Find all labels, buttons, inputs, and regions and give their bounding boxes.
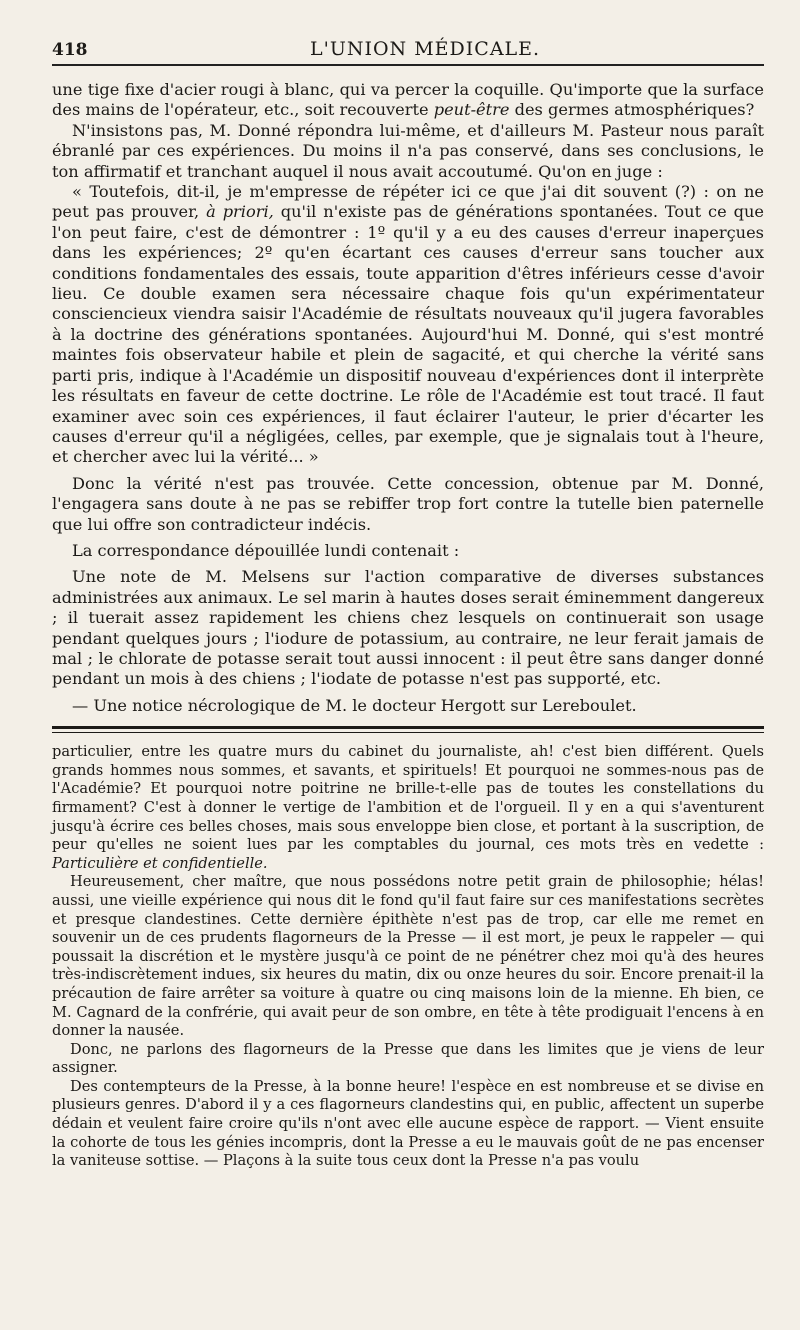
paragraph-1-text-b: des germes atmosphériques?	[509, 100, 755, 120]
feuilleton-paragraph-1-italic: Particulière et confidentielle.	[52, 854, 268, 872]
paragraph-6: Une note de M. Melsens sur l'action comparative de diverses substances administrées aux animaux. Le sel marin à hautes doses serait éminemment dangereux ; il tuerait assez rapidement les chiens chez lesquels on continuerait son usage pendant quelques jours ; l'iodure de potassium, au contraire, ne leur ferait jamais de mal ; le chlorate de potasse serait tout aussi innocent : il peut être sans danger donné pendant un mois à des chiens ; l'iodate de potasse n'est pas supporté, etc.	[52, 567, 764, 689]
paragraph-2: N'insistons pas, M. Donné répondra lui-même, et d'ailleurs M. Pasteur nous paraît ébranlé par ces expériences. Du moins il n'a pas conservé, dans ses conclusions, le ton affirmatif et tranchant auquel il nous avait accoutumé. Qu'on en juge :	[52, 120, 764, 181]
paragraph-1	[52, 80, 764, 121]
page-number: 418	[52, 40, 88, 60]
running-head: L'UNION MÉDICALE.	[310, 38, 541, 60]
paragraph-3-quote	[52, 182, 764, 468]
feuilleton-paragraph-4: Des contempteurs de la Presse, à la bonne heure! l'espèce en est nombreuse et se divise en plusieurs genres. D'abord il y a ces flagorneurs clandestins qui, en public, affectent un superbe dédain et veulent faire croire qu'ils n'ont avec elle aucune espèce de rapport. — Vient ensuite la cohorte de tous les génies incompris, dont la Presse a eu le mauvais goût de ne pas encenser la vaniteuse sottise. — Plaçons à la suite tous ceux dont la Presse n'a pas voulu	[52, 1077, 764, 1170]
quote-text-a: « Toutefois, dit-il, je m'empresse de répéter ici ce que j'ai dit souvent (?) : on ne peut pas prouver,	[52, 182, 764, 222]
main-column	[52, 80, 764, 716]
paragraph-4: Donc la vérité n'est pas trouvée. Cette concession, obtenue par M. Donné, l'engagera sans doute à ne pas se rebiffer trop fort contre la tutelle bien paternelle que lui offre son contradicteur indécis.	[52, 473, 764, 534]
feuilleton-column	[52, 743, 764, 1171]
paragraph-5: La correspondance dépouillée lundi contenait :	[72, 540, 460, 560]
feuilleton-paragraph-1-text: particulier, entre les quatre murs du cabinet du journaliste, ah! c'est bien différent. Quels grands hommes nous sommes, et savants, et spirituels! Et pourquoi ne sommes-nous pas de l'Académie? Et pourquoi notre poitrine ne brille-t-elle pas de toutes les constellations du firmament? C'est à donner le vertige de l'ambition et de l'orgueil. Il y en a qui s'aventurent jusqu'à écrire ces belles choses, mais sous enveloppe bien close, et portant à la suscription, de peur qu'elles ne soient lues par les comptables du journal, ces mots très en vedette :	[52, 743, 764, 854]
paragraph-7: — Une notice nécrologique de M. le docteur Hergott sur Lereboulet.	[72, 695, 637, 715]
feuilleton-paragraph-1	[52, 743, 764, 873]
paragraph-1-text-a: une tige fixe d'acier rougi à blanc, qui va percer la coquille. Qu'importe que la surface des mains de l'opérateur, etc., soit recouverte	[52, 80, 764, 120]
quote-text-b: qu'il n'existe pas de générations spontanées. Tout ce que l'on peut faire, c'est de démontrer : 1º qu'il y a eu des causes d'erreur inaperçues dans les expériences; 2º qu'en écartant ces causes d'erreur sans toucher aux conditions fondamentales des essais, toute apparition d'êtres inférieurs cesse d'avoir lieu. Ce double examen sera nécessaire chaque fois qu'un expérimentateur consciencieux viendra saisir l'Académie de résultats nouveaux qu'il jugera favorables à la doctrine des générations spontanées. Aujourd'hui M. Donné, qui s'est montré maintes fois observateur habile et plein de sagacité, et qui cherche la vérité sans parti pris, indique à l'Académie un dispositif nouveau d'expériences dont il interprète les résultats en faveur de cette doctrine. Le rôle de l'Académie est tout tracé. Il faut examiner avec soin ces expériences, il faut éclairer l'auteur, le prier d'écarter les causes d'erreur qu'il a négligées, celles, par exemple, que je signalais tout à l'heure, et chercher avec lui la vérité... »	[52, 202, 765, 467]
feuilleton-paragraph-3: Donc, ne parlons des flagorneurs de la Presse que dans les limites que je viens de leur assigner.	[52, 1040, 764, 1077]
page-header	[52, 0, 764, 66]
feuilleton-divider	[52, 726, 764, 733]
feuilleton-paragraph-2: Heureusement, cher maître, que nous possédons notre petit grain de philosophie; hélas! aussi, une vieille expérience qui nous dit le fond qu'il faut faire sur ces manifestations secrètes et presque clandestines. Cette dernière épithète n'est pas de trop, car elle me remet en souvenir un de ces prudents flagorneurs de la Presse — il est mort, je peux le rappeler — qui poussait la discrétion et le mystère jusqu'à ce point de ne pénétrer chez moi qu'à des heures très-indiscrètement indues, six heures du matin, dix ou onze heures du soir. Encore prenait-il la précaution de faire arrêter sa voiture à quatre ou cinq maisons loin de la mienne. Eh bien, ce M. Cagnard de la confrérie, qui avait peur de son ombre, en tête à tête prodiguait l'encens à en donner la nausée.	[52, 873, 764, 1040]
quote-italic: à priori,	[206, 202, 274, 222]
paragraph-1-italic: peut-être	[433, 100, 510, 120]
